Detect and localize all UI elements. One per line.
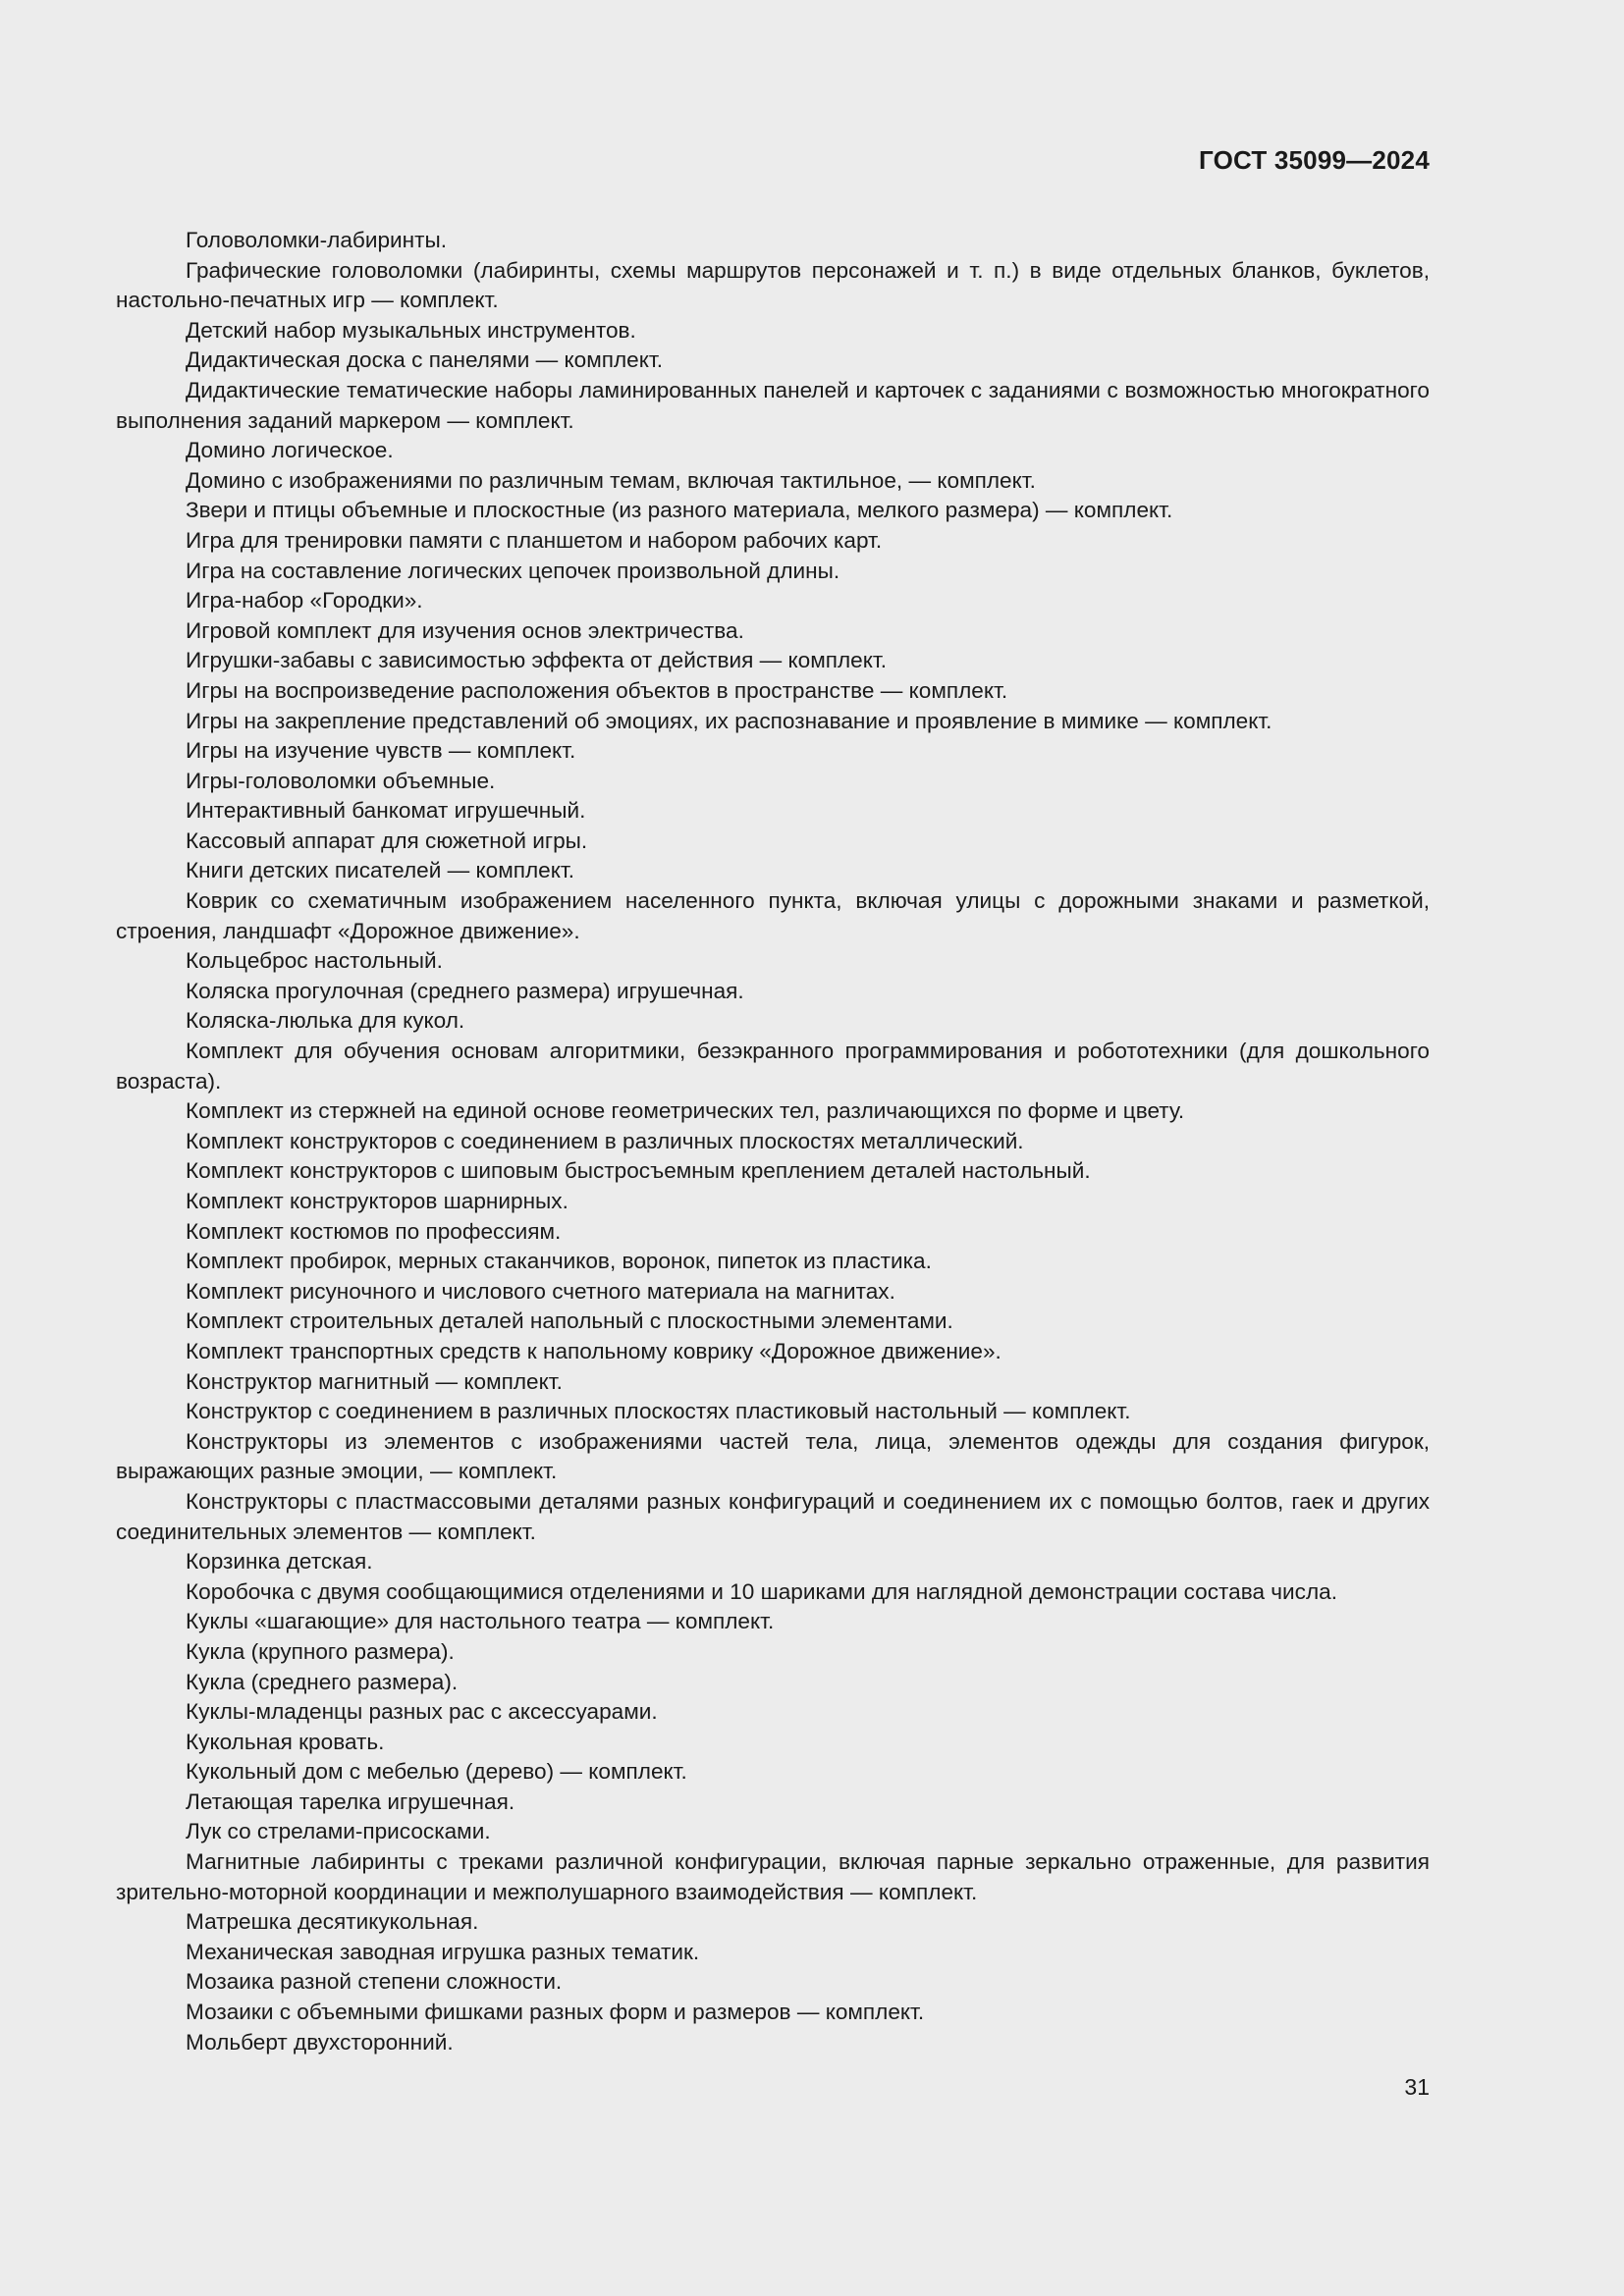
list-item: Игры-головоломки объемные. [186, 768, 496, 793]
list-item: Коляска прогулочная (среднего размера) игрушечная. [186, 978, 744, 1003]
list-item: Интерактивный банкомат игрушечный. [186, 798, 586, 824]
list-item: Дидактические тематические наборы ламинированных панелей и карточек с заданиями с возможностью многократного выполнения заданий маркером — комплект. [116, 377, 1430, 433]
list-item: Лук со стрелами-присосками. [186, 1819, 491, 1844]
standard-header: ГОСТ 35099—2024 [1199, 145, 1430, 175]
list-item: Игра на составление логических цепочек произвольной длины. [186, 558, 840, 583]
list-item: Игры на закрепление представлений об эмоциях, их распознавание и проявление в мимике — комплект. [186, 708, 1272, 733]
list-item: Звери и птицы объемные и плоскостные (из разного материала, мелкого размера) — комплект. [186, 498, 1173, 523]
list-item: Конструктор с соединением в различных плоскостях пластиковый настольный — комплект. [186, 1399, 1131, 1424]
list-item: Комплект для обучения основам алгоритмики, безэкранного программирования и робототехники (для дошкольного возраста). [116, 1039, 1430, 1094]
list-item: Кукла (крупного размера). [186, 1638, 455, 1664]
list-item: Коврик со схематичным изображением населенного пункта, включая улицы с дорожными знаками и разметкой, строения, ландшафт «Дорожное движение». [116, 888, 1430, 943]
list-item: Мозаика разной степени сложности. [186, 1969, 563, 1995]
list-item: Комплект строительных деталей напольный с плоскостными элементами. [186, 1308, 953, 1334]
list-item: Комплект пробирок, мерных стаканчиков, воронок, пипеток из пластика. [186, 1249, 932, 1274]
list-item: Комплект из стержней на единой основе геометрических тел, различающихся по форме и цвету. [186, 1098, 1185, 1124]
list-item: Игры на воспроизведение расположения объектов в пространстве — комплект. [186, 677, 1008, 703]
list-item: Мозаики с объемными фишками разных форм и размеров — комплект. [186, 2000, 925, 2025]
list-item: Коляска-люлька для кукол. [186, 1008, 465, 1034]
list-item: Комплект костюмов по профессиям. [186, 1218, 562, 1244]
list-item: Игровой комплект для изучения основ электричества. [186, 617, 744, 643]
item-list [116, 226, 1430, 2057]
list-item: Кукольная кровать. [186, 1729, 385, 1754]
list-item: Игра-набор «Городки». [186, 588, 423, 614]
page-number: 31 [1404, 2074, 1430, 2100]
list-item: Куклы-младенцы разных рас с аксессуарами. [186, 1699, 658, 1725]
list-item: Игра для тренировки памяти с планшетом и набором рабочих карт. [186, 527, 883, 553]
list-item: Механическая заводная игрушка разных тематик. [186, 1939, 700, 1964]
list-item: Кукла (среднего размера). [186, 1669, 459, 1694]
list-item: Куклы «шагающие» для настольного театра — комплект. [186, 1609, 775, 1634]
list-item: Детский набор музыкальных инструментов. [186, 317, 636, 343]
list-item: Домино логическое. [186, 438, 394, 463]
list-item: Конструктор магнитный — комплект. [186, 1368, 563, 1394]
list-item: Кукольный дом с мебелью (дерево) — комплект. [186, 1759, 687, 1785]
list-item: Матрешка десятикукольная. [186, 1909, 479, 1935]
list-item: Корзинка детская. [186, 1549, 373, 1575]
list-item: Коробочка с двумя сообщающимися отделениями и 10 шариками для наглядной демонстрации состава числа. [186, 1578, 1337, 1604]
list-item: Комплект конструкторов с шиповым быстросъемным креплением деталей настольный. [186, 1158, 1091, 1184]
list-item: Мольберт двухсторонний. [186, 2029, 454, 2055]
list-item: Дидактическая доска с панелями — комплект. [186, 347, 664, 373]
list-item: Комплект конструкторов с соединением в различных плоскостях металлический. [186, 1128, 1024, 1153]
list-item: Магнитные лабиринты с треками различной конфигурации, включая парные зеркально отраженные, для развития зрительно-моторной координации и межполушарного взаимодействия — комплект. [116, 1849, 1430, 1904]
list-item: Кольцеброс настольный. [186, 948, 443, 974]
list-item: Кассовый аппарат для сюжетной игры. [186, 828, 588, 853]
list-item: Головоломки-лабиринты. [186, 228, 448, 252]
list-item: Конструкторы с пластмассовыми деталями разных конфигураций и соединением их с помощью болтов, гаек и других соединительных элементов — комплект. [116, 1488, 1430, 1544]
list-item: Графические головоломки (лабиринты, схемы маршрутов персонажей и т. п.) в виде отдельных бланков, буклетов, настольно-печатных игр — комплект. [116, 257, 1430, 313]
list-item: Домино с изображениями по различным темам, включая тактильное, — комплект. [186, 467, 1036, 493]
list-item: Игрушки-забавы с зависимостью эффекта от действия — комплект. [186, 648, 887, 673]
list-item: Комплект конструкторов шарнирных. [186, 1189, 568, 1213]
list-item: Комплект транспортных средств к напольному коврику «Дорожное движение». [186, 1338, 1001, 1363]
list-item: Книги детских писателей — комплект. [186, 858, 574, 883]
list-item: Комплект рисуночного и числового счетного материала на магнитах. [186, 1278, 895, 1304]
list-item: Конструкторы из элементов с изображениями частей тела, лица, элементов одежды для создания фигурок, выражающих разные эмоции, — комплект. [116, 1428, 1430, 1484]
list-item: Летающая тарелка игрушечная. [186, 1789, 515, 1814]
list-item: Игры на изучение чувств — комплект. [186, 738, 576, 764]
